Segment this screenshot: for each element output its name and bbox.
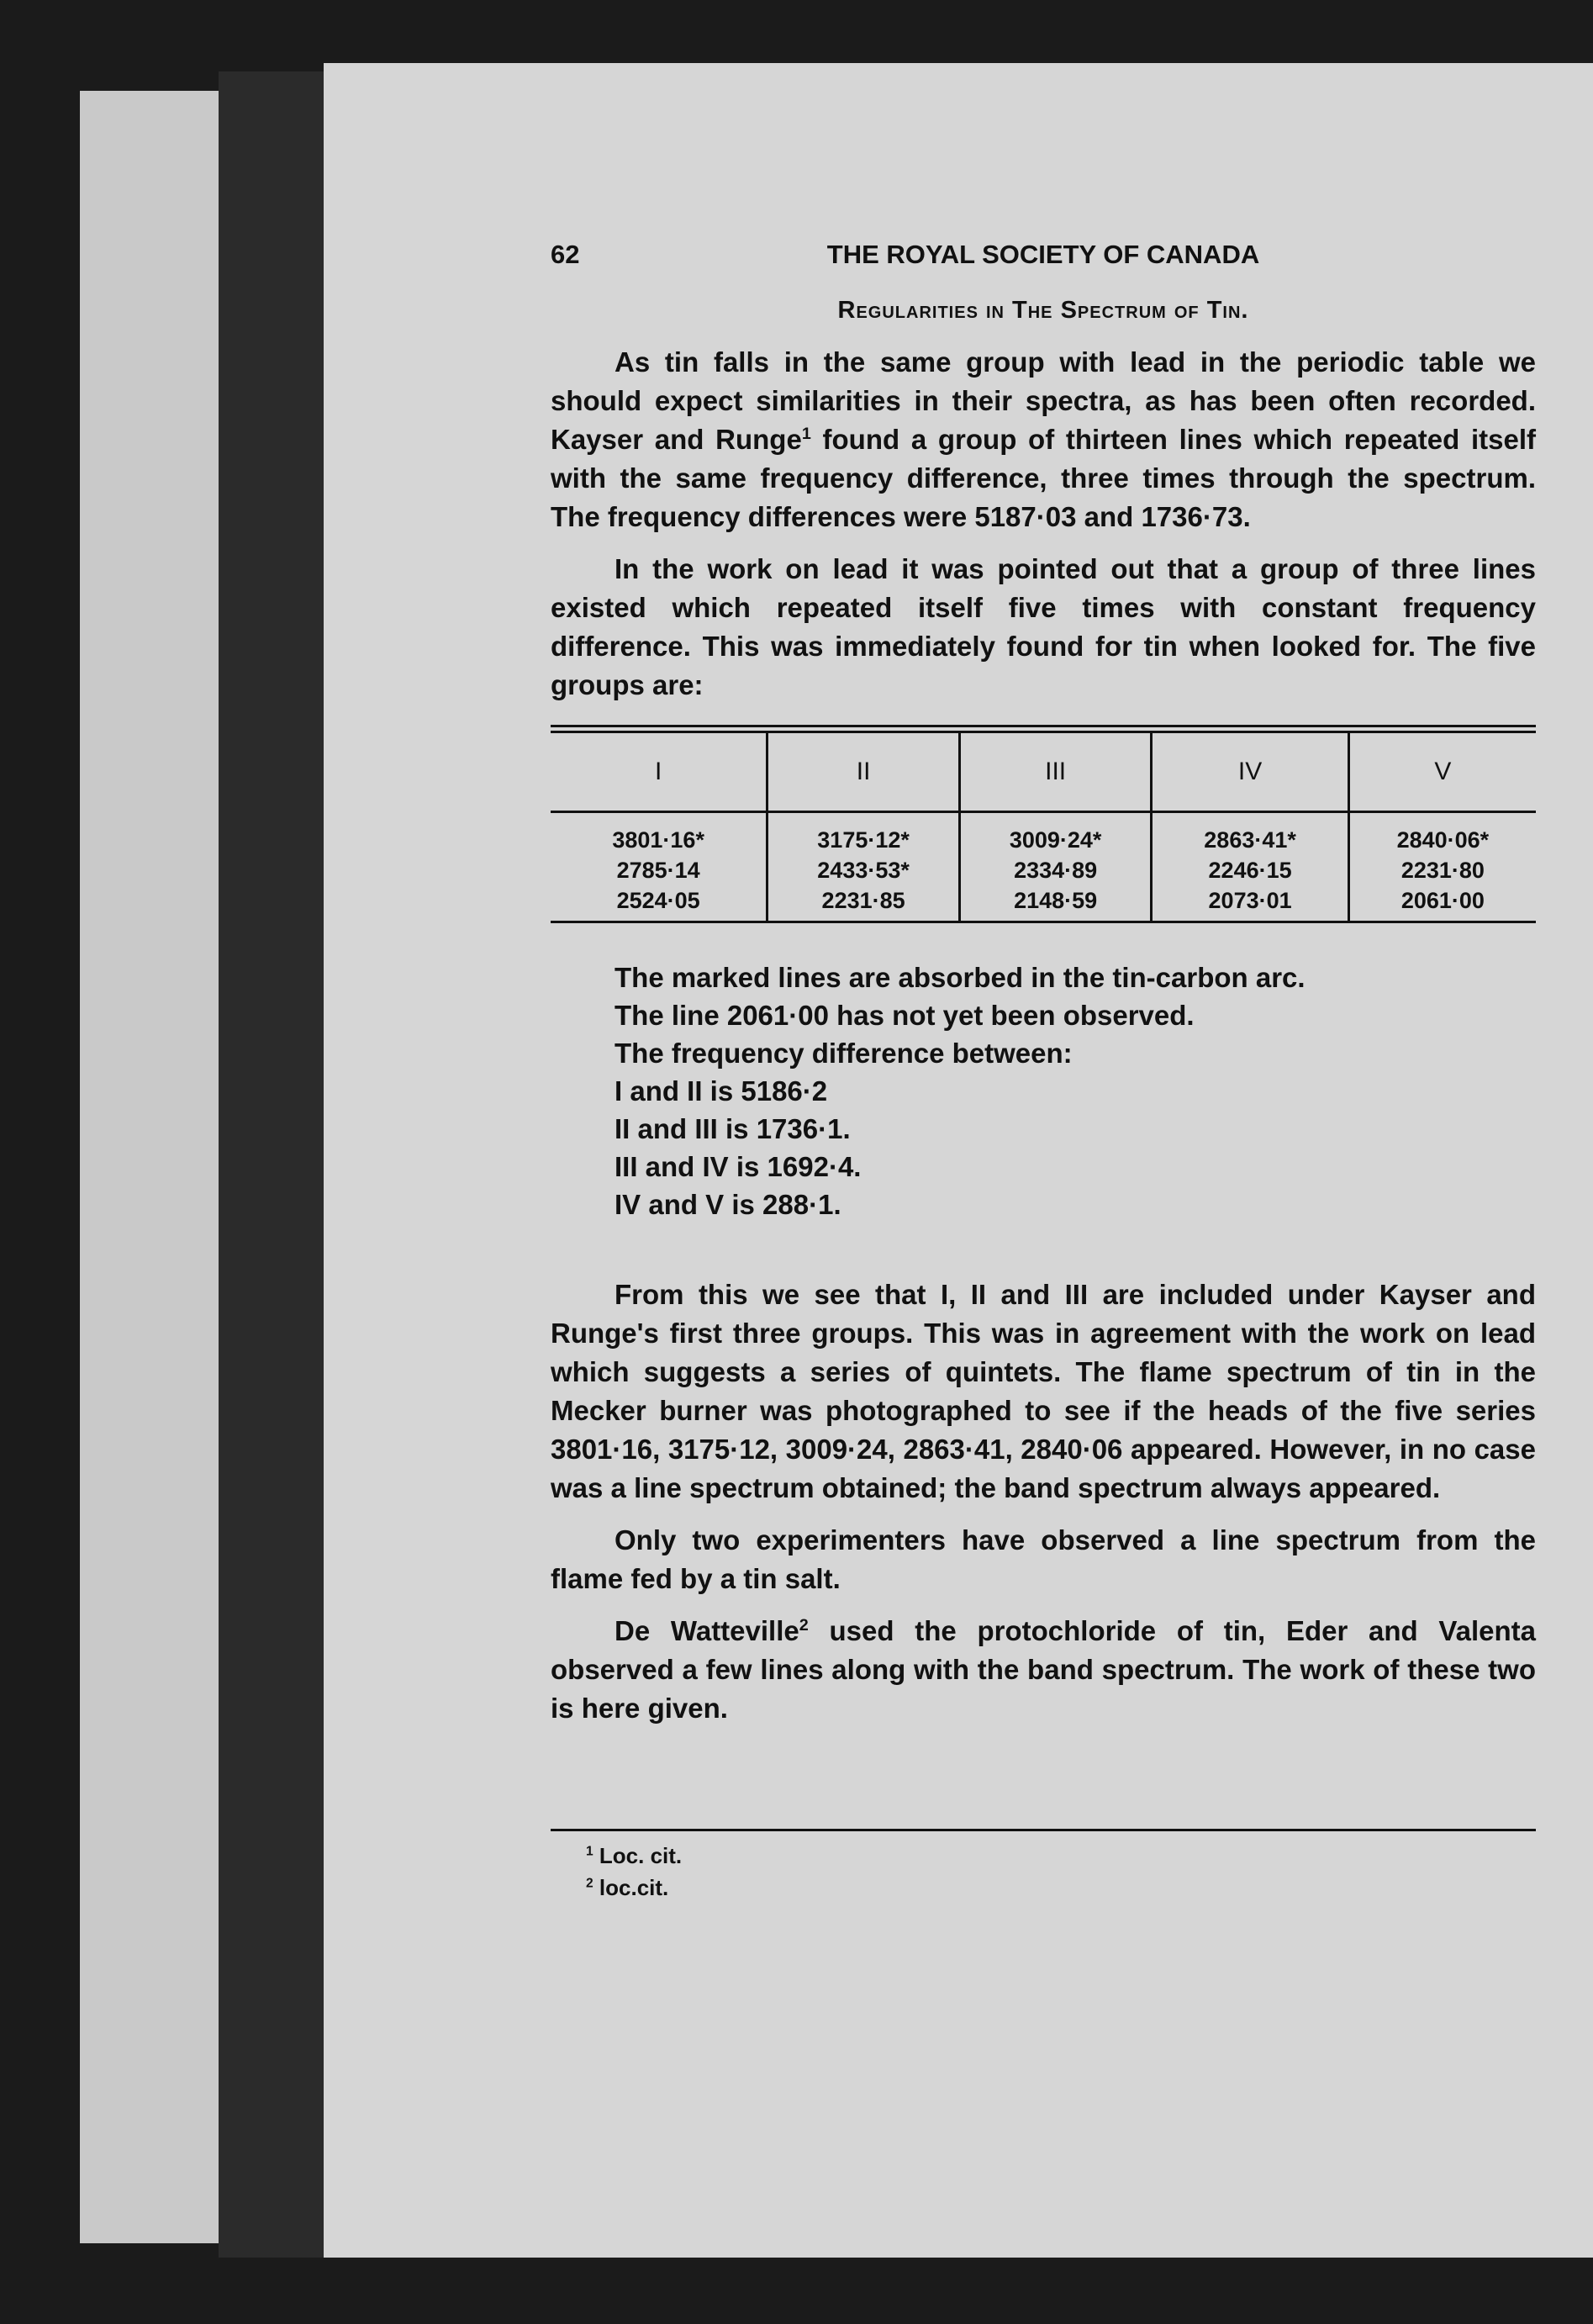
paragraph-watteville xyxy=(551,1612,1536,1728)
wavelength-value: 2148·59 xyxy=(1014,888,1098,913)
footnote-text: Loc. cit. xyxy=(593,1843,683,1868)
column-header: V xyxy=(1348,732,1536,812)
table-cell xyxy=(551,812,767,922)
note-line: The line 2061·00 has not yet been observed. xyxy=(615,1000,1195,1031)
footnote-text: loc.cit. xyxy=(593,1875,669,1900)
wavelength-value: 2061·00 xyxy=(1400,888,1485,913)
paragraph-watteville-text-a: De Watteville xyxy=(615,1615,799,1646)
column-header: III xyxy=(959,732,1152,812)
footnote-ref-1: 1 xyxy=(801,425,811,443)
page xyxy=(324,63,1593,2258)
footnote-mark: 2 xyxy=(586,1876,593,1891)
footnote-2 xyxy=(586,1872,1536,1904)
wavelength-value: 2863·41* xyxy=(1204,827,1296,853)
page-content xyxy=(551,240,1536,1904)
note-line: The marked lines are absorbed in the tin-carbon arc. xyxy=(615,962,1306,993)
running-header xyxy=(551,240,1536,282)
note-line: III and IV is 1692·4. xyxy=(615,1151,862,1182)
wavelength-value: 2246·15 xyxy=(1208,858,1292,883)
wavelength-value: 2231·85 xyxy=(821,888,905,913)
column-header: IV xyxy=(1152,732,1348,812)
paragraph-experimenters: Only two experimenters have observed a line spectrum from the flame fed by a tin salt. xyxy=(551,1524,1536,1594)
footnotes xyxy=(586,1840,1536,1904)
table-notes xyxy=(615,959,1536,1223)
footnote-mark: 1 xyxy=(586,1844,593,1859)
wavelength-value: 2785·14 xyxy=(616,858,700,883)
left-page-edge xyxy=(80,91,219,2243)
section-title: Regularities in The Spectrum of Tin. xyxy=(837,297,1249,324)
page-number: 62 xyxy=(551,240,580,269)
note-line: IV and V is 288·1. xyxy=(615,1189,841,1220)
wavelength-value: 2433·53* xyxy=(817,858,910,883)
note-line: II and III is 1736·1. xyxy=(615,1113,851,1144)
table-cell xyxy=(1348,812,1536,922)
table-wrapper xyxy=(551,725,1536,923)
table-header-row xyxy=(551,732,1536,812)
footnote-1 xyxy=(586,1840,1536,1872)
paragraph-intro xyxy=(551,343,1536,536)
wavelength-value: 2334·89 xyxy=(1014,858,1098,883)
table-cell xyxy=(1152,812,1348,922)
paragraph-watteville-text-b: used the protochloride of tin, Eder and Valenta observed a few lines along with the band spectrum. The work of these two is here given. xyxy=(551,1615,1536,1724)
column-header: II xyxy=(767,732,960,812)
wavelength-value: 2231·80 xyxy=(1400,858,1485,883)
wavelength-value: 2073·01 xyxy=(1208,888,1292,913)
note-line: The frequency difference between: xyxy=(615,1038,1073,1069)
wavelength-value: 3009·24* xyxy=(1009,827,1102,853)
wavelength-value: 3175·12* xyxy=(817,827,910,853)
wavelength-value: 3801·16* xyxy=(612,827,704,853)
groups-table xyxy=(551,731,1536,923)
table-row xyxy=(551,812,1536,922)
footnote-ref-2: 2 xyxy=(799,1616,809,1635)
footnote-divider xyxy=(551,1829,1536,1831)
journal-title: THE ROYAL SOCIETY OF CANADA xyxy=(826,240,1260,269)
table-cell xyxy=(959,812,1152,922)
column-header: I xyxy=(551,732,767,812)
table-cell xyxy=(767,812,960,922)
paragraph-discussion: From this we see that I, II and III are included under Kayser and Runge's first three groups. This was in agreement with the work on lead which suggests a series of quintets. The flame spectrum of tin in the Mecker burner was photographed to see if the heads of the five series 3801·16, 3175·12, 3009·24, 2863·41, 2840·06 appeared. However, in no case was a line spectrum obtained; the band spectrum always appeared. xyxy=(551,1279,1536,1503)
wavelength-value: 2840·06* xyxy=(1396,827,1490,853)
paragraph-intro-text-a: As tin falls in the same group with lead in the periodic table we should expect similarities in their spectra, as has been often recorded. Kayser and Runge xyxy=(551,346,1536,455)
note-line: I and II is 5186·2 xyxy=(615,1075,828,1107)
paragraph-groups: In the work on lead it was pointed out that a group of three lines existed which repeated itself five times with constant frequency difference. This was immediately found for tin when looked for. The five groups are: xyxy=(551,553,1536,700)
paragraph-intro-text-b: found a group of thirteen lines which repeated itself with the same frequency difference, three times through the spectrum. The frequency differences were 5187·03 and 1736·73. xyxy=(551,424,1536,532)
wavelength-value: 2524·05 xyxy=(616,888,700,913)
book-spine xyxy=(219,71,328,2258)
